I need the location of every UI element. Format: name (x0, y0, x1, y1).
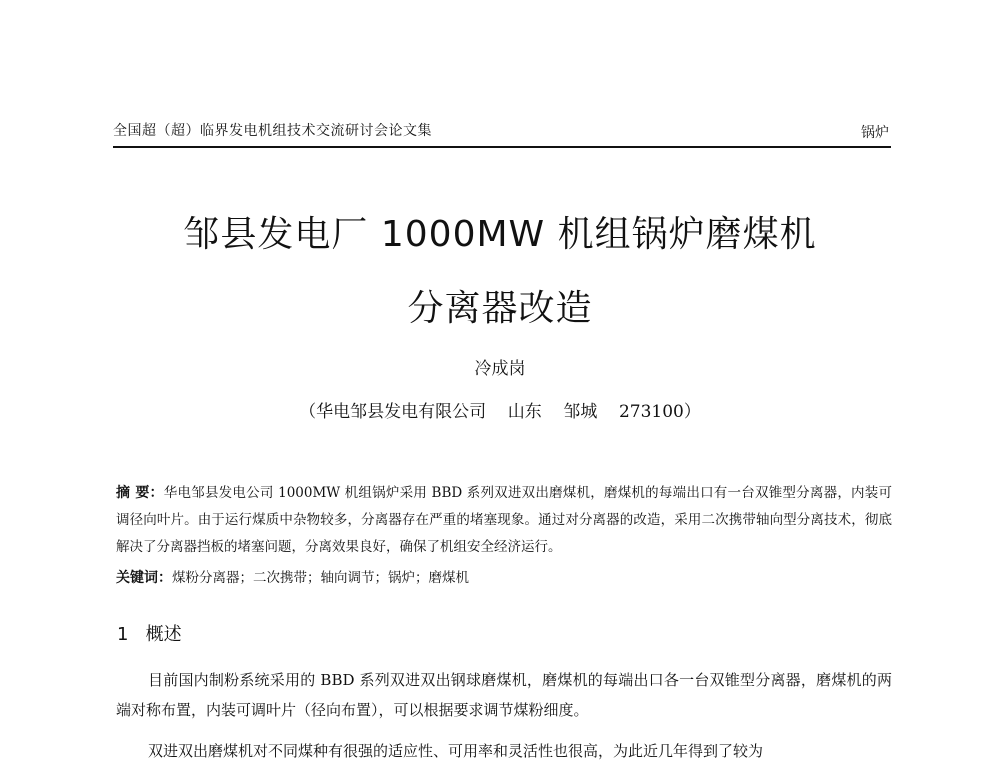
body-paragraph: 双进双出磨煤机对不同煤种有很强的适应性、可用率和灵活性也很高，为此近几年得到了较为 (148, 742, 764, 760)
keywords (116, 566, 892, 587)
abstract-text: 华电邹县发电公司 1000MW 机组锅炉采用 BBD 系列双进双出磨煤机，磨煤机的每端出口有一台双锥型分离器，内装可调径向叶片。由于运行煤质中杂物较多，分离器存在严重的堵塞现象。通过对分离器的改造，采用二次携带轴向型分离技术，彻底解决了分离器挡板的堵塞问题，分离效果良好，确保了机组安全经济运行。 (116, 485, 892, 555)
running-header (113, 120, 891, 148)
section-tag: 锅炉 (861, 125, 889, 141)
author-affiliation: （华电邹县发电有限公司 山东 邹城 273100） (299, 402, 701, 422)
paper-title-line-2: 分离器改造 (407, 288, 593, 329)
abstract-label: 摘 要： (116, 485, 164, 501)
author-name: 冷成岗 (474, 359, 526, 379)
keywords-label: 关键词： (116, 570, 172, 586)
abstract (116, 480, 892, 561)
paper-title-line-1: 邹县发电厂 1000MW 机组锅炉磨煤机 (183, 214, 817, 255)
body-paragraph: 目前国内制粉系统采用的 BBD 系列双进双出钢球磨煤机，磨煤机的每端出口各一台双锥型分离器，磨煤机的两端对称布置，内装可调叶片（径向布置），可以根据要求调节煤粉细度。 (116, 671, 892, 719)
section-heading: 1 概述 (117, 624, 182, 645)
proceedings-title: 全国超（超）临界发电机组技术交流研讨会论文集 (113, 123, 432, 139)
keywords-text: 煤粉分离器；二次携带；轴向调节；锅炉；磨煤机 (172, 570, 469, 586)
